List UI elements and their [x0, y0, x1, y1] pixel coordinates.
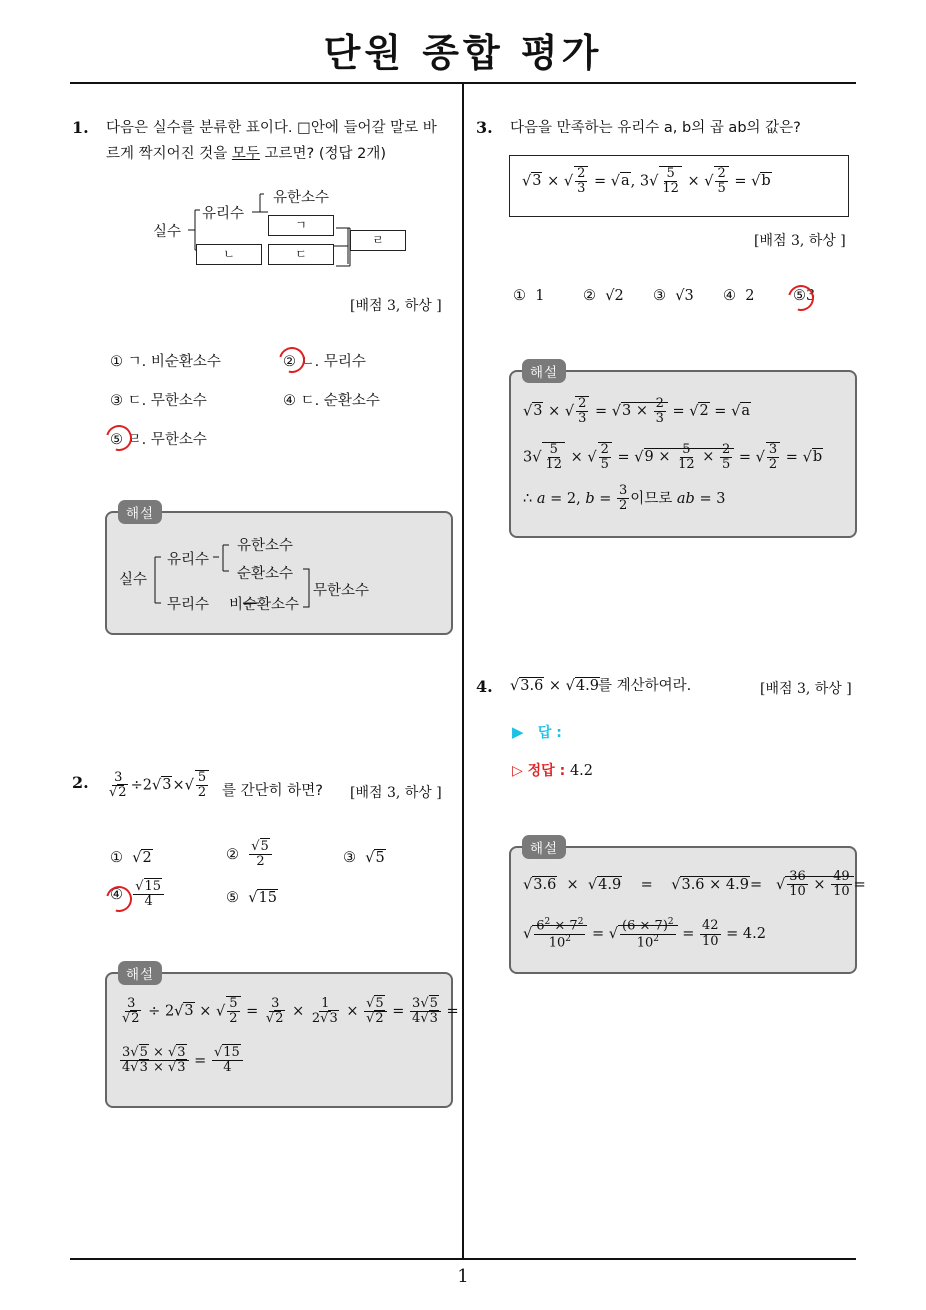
choice-3[interactable]: ③ √3 [653, 288, 694, 304]
explanation-tag: 해설 [118, 500, 162, 524]
explanation-line2: √ $\frac{6^2 \times 7^2}{10^2}$ = √ $\frac{(6 \times 7)^2}{10^2}$ = $\frac{42}{10}$ = 4.2 [523, 917, 766, 950]
question-text: 다음을 만족하는 유리수 a, b의 곱 ab의 값은? [510, 120, 801, 136]
diagram-box-rieul: ㄹ [350, 230, 406, 251]
explanation-line2: $\frac{3√5 \times √3}{4√3 \times √3}$ = $\frac{√15}{4}$ [119, 1046, 244, 1076]
explanation-repeating: 순환소수 [237, 566, 294, 582]
choice-2[interactable]: ② √2 [583, 288, 624, 304]
choice-2[interactable]: ② ㄴ. 무리수 [283, 354, 366, 370]
explanation-line3: ∴ a = 2, b = $\frac{3}{2}$ 이므로 ab = 3 [523, 483, 726, 514]
diagram-box-giyeok: ㄱ [268, 215, 334, 236]
choice-1[interactable]: ① ㄱ. 비순환소수 [110, 354, 221, 370]
answer-row[interactable]: ▶ 답 : [512, 723, 562, 741]
explanation-irrational: 무리수 [167, 597, 210, 613]
question-text-line1: 다음은 실수를 분류한 표이다. □안에 들어갈 말로 바 [106, 120, 437, 136]
explanation-tag: 해설 [522, 359, 566, 383]
page-number: 1 [457, 1266, 469, 1287]
condition-expression: √3 × √ $\frac{2}{3}$ = √a, 3√ $\frac{5}{12}$ × √ $\frac{2}{5}$ = √b [522, 166, 771, 197]
choice-4[interactable]: ④ ㄷ. 순환소수 [283, 393, 380, 409]
condition-box [509, 155, 849, 217]
choice-1[interactable]: ① √2 [110, 850, 152, 866]
answer-mark-circle [783, 280, 819, 316]
explanation-infinite: 무한소수 [313, 583, 370, 599]
explanation-line2: 3√ $\frac{5}{12}$ × √ $\frac{2}{5}$ = √9 × $\frac{5}{12}$ × $\frac{2}{5}$ = √ $\frac{3}{2}$ = √b [523, 441, 823, 473]
question-text: 를 계산하여라. [598, 678, 692, 694]
score-label: [배점 3, 하상 ] [350, 785, 442, 801]
score-label: [배점 3, 하상 ] [754, 233, 846, 249]
diagram-real-number: 실수 [153, 224, 182, 240]
explanation-rational: 유리수 [167, 552, 210, 568]
explanation-finite: 유한소수 [237, 538, 294, 554]
explanation-box [105, 511, 453, 635]
explanation-box [509, 846, 866, 974]
choice-3[interactable]: ③ ㄷ. 무한소수 [110, 393, 207, 409]
explanation-box [105, 972, 459, 1108]
diagram-box-digeut: ㄷ [268, 244, 334, 265]
question-expression: √3.6 × √4.9 [510, 678, 599, 694]
question-number: 2. [72, 773, 89, 792]
score-label: [배점 3, 하상 ] [350, 298, 442, 314]
question-expression: $\frac{3}{√2}$ ÷2√3×√ $\frac{5}{2}$ [106, 770, 210, 801]
explanation-tag: 해설 [118, 961, 162, 985]
choice-5[interactable]: ⑤3 [793, 288, 816, 304]
explanation-line1: √3 × √ $\frac{2}{3}$ = √3 × $\frac{2}{3}$ = √2 = √a [523, 395, 750, 427]
answer-mark-circle [274, 342, 310, 378]
play-arrow-icon: ▶ [512, 723, 524, 741]
diagram-finite-decimal: 유한소수 [273, 190, 330, 206]
correct-answer-row: ▷ 정답 : 4.2 [512, 763, 594, 779]
choice-5[interactable]: ⑤ √15 [226, 890, 277, 906]
explanation-line1: $\frac{3}{√2}$ ÷ 2√3 × √ $\frac{5}{2}$ = $\frac{3}{√2}$ × $\frac{1}{2√3}$ × $\frac{√5}{√2}$ = $\frac{3√5}{4√3}$ = [122, 995, 459, 1027]
explanation-nonrepeating: 비순환소수 [229, 597, 300, 613]
question-number: 3. [476, 118, 493, 137]
question-number: 1. [72, 118, 89, 137]
choice-1[interactable]: ① 1 [513, 288, 545, 304]
page-title: 단원 종합 평가 [323, 31, 603, 75]
diagram-rational: 유리수 [202, 206, 245, 222]
explanation-line1: √3.6 × √4.9 = √3.6 × 4.9= √ $\frac{36}{10}$ × $\frac{49}{10}$ = [523, 869, 866, 900]
question-number: 4. [476, 677, 493, 696]
choice-4[interactable]: ④ 2 [723, 288, 755, 304]
explanation-tag: 해설 [522, 835, 566, 859]
choice-2[interactable]: ② $\frac{√5}{2}$ [226, 840, 273, 870]
explanation-box [509, 370, 857, 538]
bottom-rule [70, 1258, 856, 1260]
outline-arrow-icon: ▷ [512, 763, 528, 779]
score-label: [배점 3, 하상 ] [760, 681, 852, 697]
answer-mark-circle [101, 420, 137, 456]
choice-3[interactable]: ③ √5 [343, 850, 385, 866]
question-text-line2: 르게 짝지어진 것을 모두 고르면? (정답 2개) [106, 146, 387, 162]
diagram-box-nieun: ㄴ [196, 244, 262, 265]
question-text: 를 간단히 하면? [222, 783, 323, 799]
choice-4[interactable]: ④ $\frac{√15}{4}$ [110, 880, 165, 910]
explanation-real-number: 실수 [119, 572, 148, 588]
column-divider [462, 82, 464, 1259]
choice-5[interactable]: ⑤ ㄹ. 무한소수 [110, 432, 207, 448]
